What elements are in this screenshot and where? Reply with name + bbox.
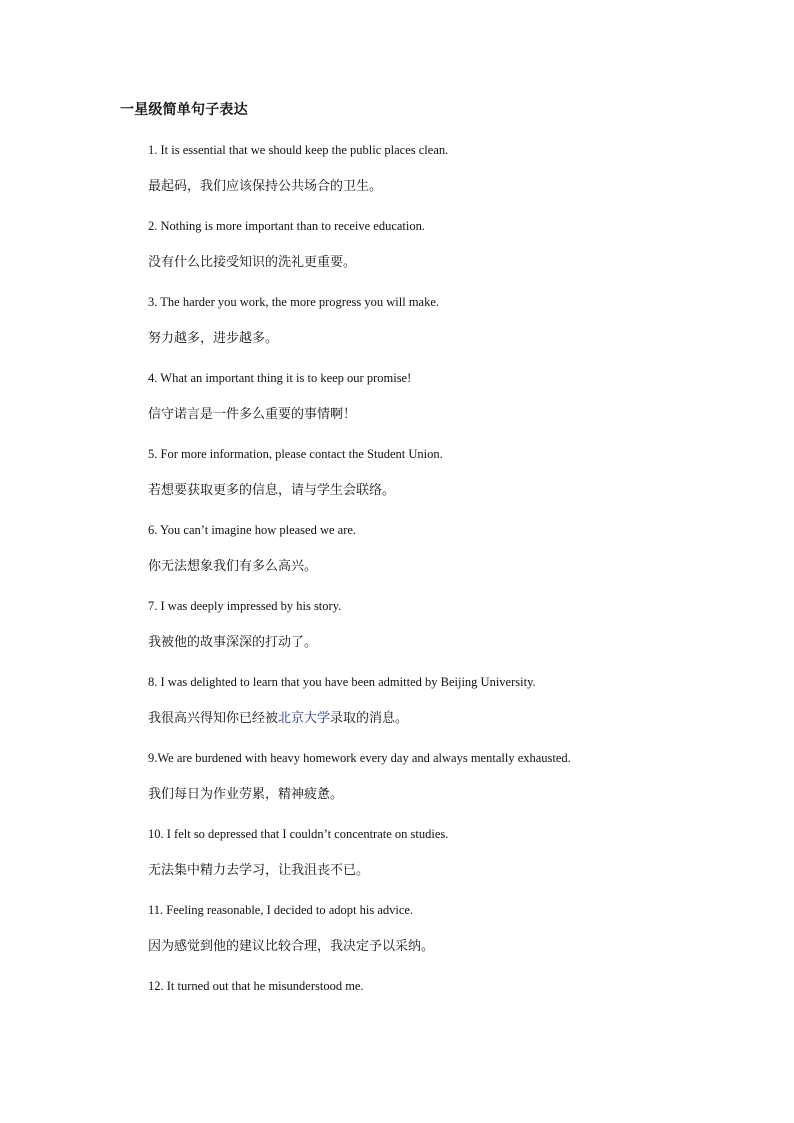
sentence-item-5 bbox=[148, 445, 748, 521]
chinese-translation bbox=[148, 709, 748, 729]
sentence-item-2 bbox=[148, 217, 748, 293]
english-sentence: 11. Feeling reasonable, I decided to adopt his advice. bbox=[148, 903, 414, 917]
chinese-translation: 我们每日为作业劳累，精神疲惫。 bbox=[148, 787, 344, 802]
english-sentence: 12. It turned out that he misunderstood me. bbox=[148, 979, 364, 993]
english-sentence: 2. Nothing is more important than to receive education. bbox=[148, 219, 426, 233]
chinese-translation: 你无法想象我们有多么高兴。 bbox=[148, 559, 318, 574]
section-heading: 一星级简单句子表达 bbox=[120, 102, 248, 118]
chinese-translation: 没有什么比接受知识的洗礼更重要。 bbox=[148, 255, 357, 270]
sentence-item-9 bbox=[148, 749, 748, 825]
sentence-list bbox=[148, 141, 748, 1053]
english-sentence: 1. It is essential that we should keep the public places clean. bbox=[148, 143, 449, 157]
sentence-item-8 bbox=[148, 673, 748, 749]
english-sentence: 8. I was delighted to learn that you have been admitted by Beijing University. bbox=[148, 675, 536, 689]
sentence-item-11 bbox=[148, 901, 748, 977]
chinese-translation: 因为感觉到他的建议比较合理，我决定予以采纳。 bbox=[148, 939, 435, 954]
sentence-item-4 bbox=[148, 369, 748, 445]
english-sentence: 9.We are burdened with heavy homework every day and always mentally exhausted. bbox=[148, 751, 571, 765]
chinese-translation: 最起码，我们应该保持公共场合的卫生。 bbox=[148, 179, 383, 194]
chinese-translation: 无法集中精力去学习，让我沮丧不已。 bbox=[148, 863, 370, 878]
sentence-item-10 bbox=[148, 825, 748, 901]
sentence-item-6 bbox=[148, 521, 748, 597]
chinese-translation: 信守诺言是一件多么重要的事情啊！ bbox=[148, 407, 357, 422]
translation-text-before: 我很高兴得知你已经被 bbox=[148, 711, 279, 726]
chinese-translation: 我被他的故事深深的打动了。 bbox=[148, 635, 318, 650]
english-sentence: 10. I felt so depressed that I couldn’t concentrate on studies. bbox=[148, 827, 449, 841]
english-sentence: 4. What an important thing it is to keep our promise! bbox=[148, 371, 412, 385]
peking-university-link[interactable]: 北京大学 bbox=[278, 711, 331, 726]
english-sentence: 7. I was deeply impressed by his story. bbox=[148, 599, 342, 613]
sentence-item-3 bbox=[148, 293, 748, 369]
translation-text-after: 录取的消息。 bbox=[330, 711, 409, 726]
english-sentence: 6. You can’t imagine how pleased we are. bbox=[148, 523, 357, 537]
english-sentence: 3. The harder you work, the more progress you will make. bbox=[148, 295, 440, 309]
chinese-translation: 若想要获取更多的信息，请与学生会联络。 bbox=[148, 483, 396, 498]
english-sentence: 5. For more information, please contact the Student Union. bbox=[148, 447, 443, 461]
sentence-item-7 bbox=[148, 597, 748, 673]
sentence-item-12 bbox=[148, 977, 748, 1053]
chinese-translation: 努力越多，进步越多。 bbox=[148, 331, 279, 346]
sentence-item-1 bbox=[148, 141, 748, 217]
